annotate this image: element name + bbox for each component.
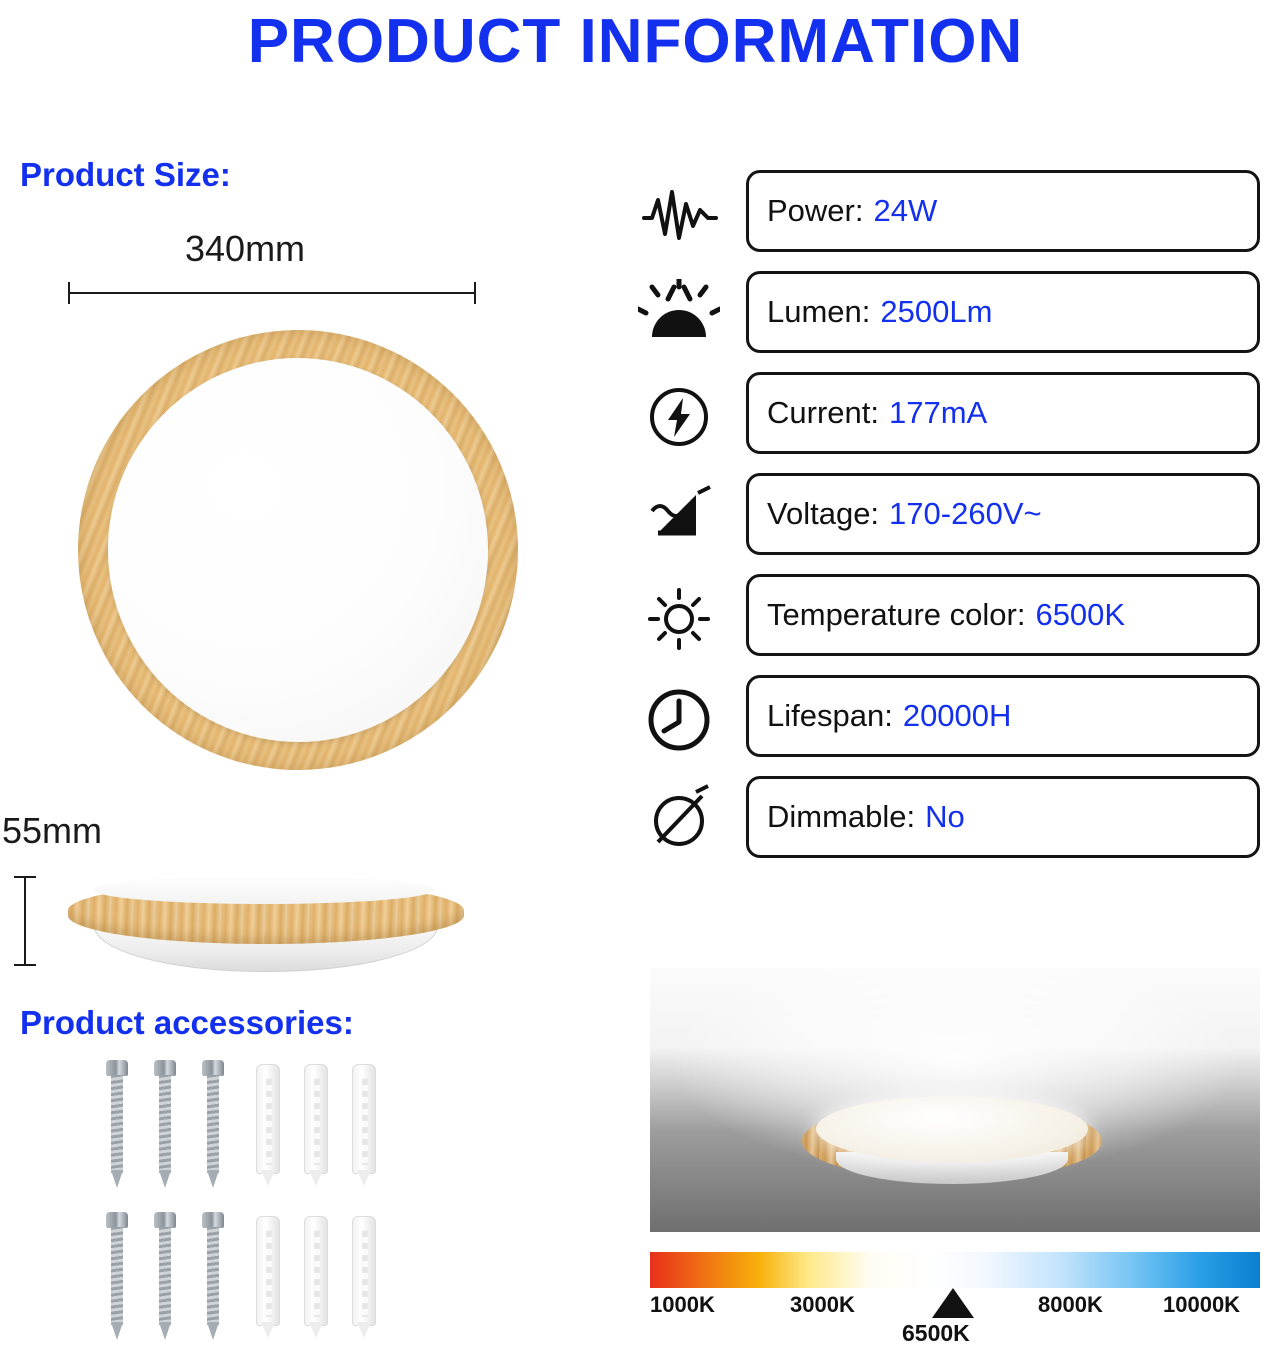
height-dimension-text: 55mm [2, 810, 103, 851]
height-dimension-line [24, 876, 26, 966]
clock-icon [638, 683, 720, 757]
spec-row-current [620, 372, 1260, 473]
kelvin-marker-label: 6500K [902, 1320, 970, 1346]
spec-row-lifespan [620, 675, 1260, 776]
spec-box-power [746, 170, 1260, 252]
spec-label-dimmable: Dimmable: [767, 799, 916, 834]
spec-box-lumen [746, 271, 1260, 353]
spec-box-voltage [746, 473, 1260, 555]
spec-label-lumen: Lumen: [767, 294, 871, 329]
spec-box-lifespan [746, 675, 1260, 757]
photo-lamp [802, 1096, 1102, 1192]
wall-anchor-icon [304, 1064, 328, 1184]
screw-icon [152, 1212, 178, 1342]
color-temperature-scale [650, 1252, 1260, 1346]
sun-burst-icon [638, 279, 720, 353]
width-dimension-line [68, 292, 476, 294]
screw-icon [104, 1212, 130, 1342]
wall-anchor-icon [352, 1216, 376, 1336]
spec-row-power [620, 170, 1260, 271]
photo-lamp-diffuser [816, 1096, 1088, 1162]
lamp-side-view-image [60, 874, 470, 984]
kelvin-marker-triangle-icon [932, 1288, 974, 1318]
accessories-label: Product accessories: [20, 1004, 354, 1041]
spec-label-lifespan: Lifespan: [767, 698, 893, 733]
accessories-image [90, 1060, 400, 1350]
kelvin-tick-1000k: 1000K [650, 1292, 715, 1317]
page-title: PRODUCT INFORMATION [247, 7, 1024, 76]
specifications-list [620, 170, 1260, 877]
kelvin-tick-10000k: 10000K [1163, 1292, 1241, 1317]
spec-value-lifespan: 20000H [902, 698, 1012, 733]
waveform-icon [638, 178, 720, 252]
spec-box-temperature-color [746, 574, 1260, 656]
spec-row-voltage [620, 473, 1260, 574]
lamp-diffuser [89, 339, 507, 761]
spec-value-temperature-color: 6500K [1035, 597, 1126, 632]
sun-rays-icon [638, 582, 720, 656]
width-tick-left [68, 282, 70, 304]
spec-row-temperature-color [620, 574, 1260, 675]
screw-icon [104, 1060, 130, 1190]
product-photo [650, 968, 1260, 1232]
spec-label-current: Current: [767, 395, 879, 430]
kelvin-tick-3000k: 3000K [790, 1292, 855, 1317]
wall-anchor-icon [352, 1064, 376, 1184]
width-tick-right [474, 282, 476, 304]
spec-row-lumen [620, 271, 1260, 372]
wall-anchor-icon [256, 1064, 280, 1184]
ac-voltage-icon [638, 481, 720, 555]
lightning-circle-icon [638, 380, 720, 454]
wall-anchor-icon [304, 1216, 328, 1336]
height-tick-top [14, 876, 36, 878]
product-size-label: Product Size: [20, 156, 231, 193]
lamp-side-top-face [94, 876, 434, 904]
spec-label-power: Power: [767, 193, 864, 228]
width-dimension-text: 340mm [185, 228, 306, 269]
spec-value-dimmable: No [925, 799, 965, 834]
spec-value-current: 177mA [888, 395, 988, 430]
spec-value-lumen: 2500Lm [880, 294, 993, 329]
screw-icon [152, 1060, 178, 1190]
wall-anchor-icon [256, 1216, 280, 1336]
spec-box-dimmable [746, 776, 1260, 858]
spec-label-voltage: Voltage: [767, 496, 880, 531]
spec-label-temperature-color: Temperature color: [767, 597, 1026, 632]
spec-row-dimmable [620, 776, 1260, 877]
lamp-top-view-image [56, 308, 540, 792]
kelvin-tick-8000k: 8000K [1038, 1292, 1103, 1317]
spec-value-power: 24W [873, 193, 938, 228]
color-temperature-gradient-bar [650, 1252, 1260, 1288]
screw-icon [200, 1212, 226, 1342]
dimmable-off-icon [638, 784, 720, 858]
height-tick-bottom [14, 964, 36, 966]
spec-value-voltage: 170-260V~ [889, 496, 1042, 531]
spec-box-current [746, 372, 1260, 454]
screw-icon [200, 1060, 226, 1190]
